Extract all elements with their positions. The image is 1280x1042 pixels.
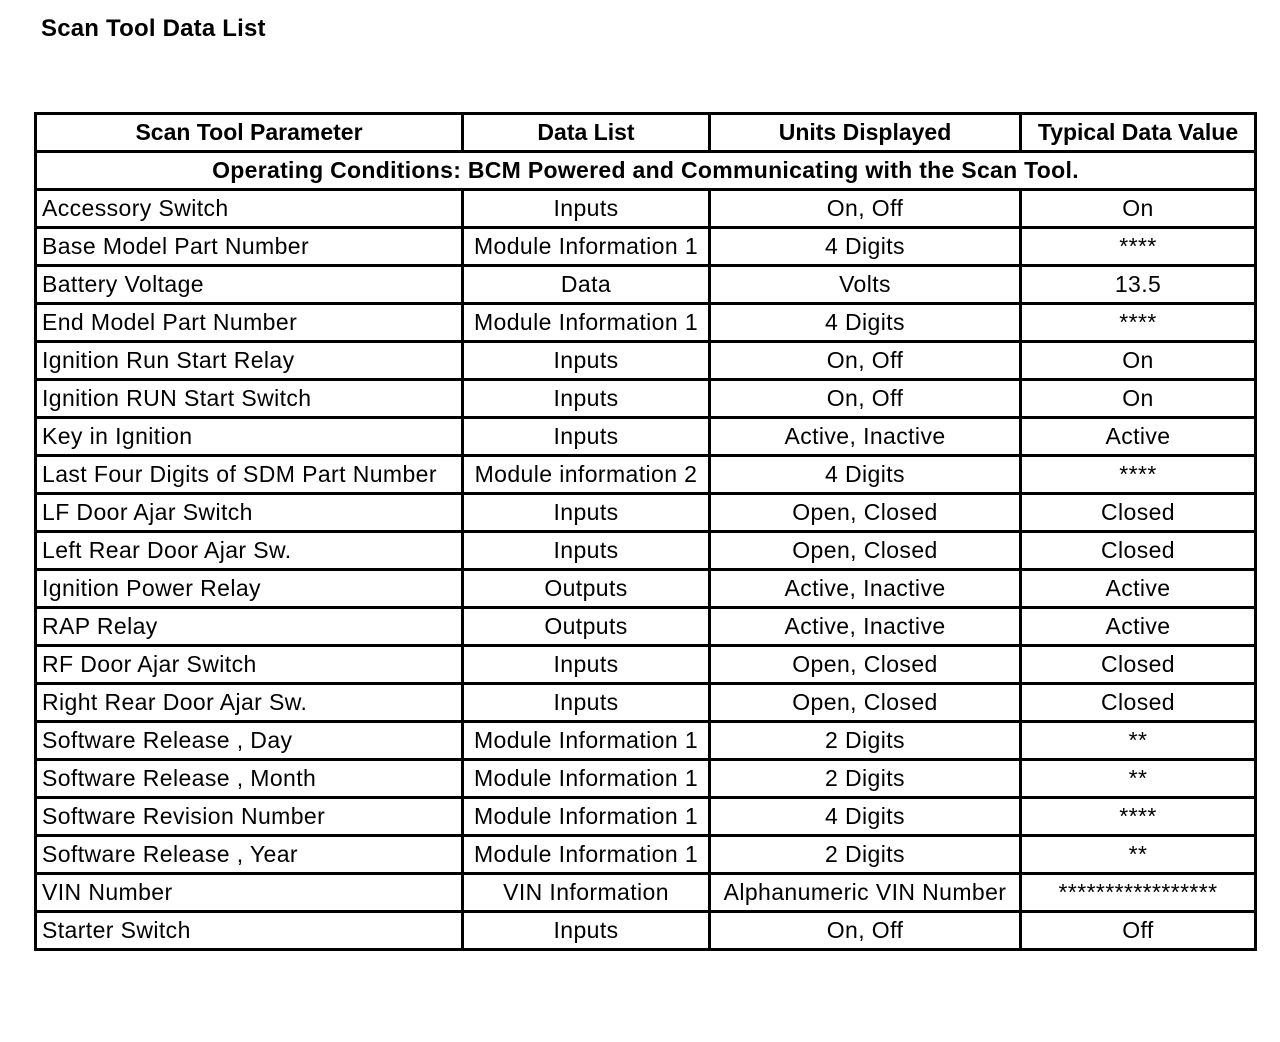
header-typical-data-value: Typical Data Value [1021, 114, 1256, 152]
cell-parameter: Ignition Run Start Relay [36, 342, 463, 380]
cell-parameter: Accessory Switch [36, 190, 463, 228]
cell-parameter: End Model Part Number [36, 304, 463, 342]
table-row [36, 228, 1256, 266]
cell-units-displayed: 4 Digits [710, 228, 1021, 266]
table-row [36, 266, 1256, 304]
cell-typical-data-value: **** [1021, 798, 1256, 836]
cell-data-list: Outputs [463, 570, 710, 608]
cell-parameter: Last Four Digits of SDM Part Number [36, 456, 463, 494]
cell-parameter: VIN Number [36, 874, 463, 912]
cell-typical-data-value: **** [1021, 456, 1256, 494]
cell-units-displayed: 4 Digits [710, 456, 1021, 494]
cell-data-list: Inputs [463, 418, 710, 456]
header-scan-tool-parameter: Scan Tool Parameter [36, 114, 463, 152]
cell-units-displayed: 2 Digits [710, 722, 1021, 760]
cell-units-displayed: Open, Closed [710, 532, 1021, 570]
cell-data-list: Inputs [463, 190, 710, 228]
cell-typical-data-value: Closed [1021, 684, 1256, 722]
table-row [36, 380, 1256, 418]
cell-data-list: Module information 2 [463, 456, 710, 494]
table-row [36, 494, 1256, 532]
cell-units-displayed: Active, Inactive [710, 570, 1021, 608]
cell-units-displayed: Open, Closed [710, 684, 1021, 722]
cell-parameter: Left Rear Door Ajar Sw. [36, 532, 463, 570]
operating-conditions-row [36, 152, 1256, 190]
cell-parameter: Ignition Power Relay [36, 570, 463, 608]
cell-units-displayed: Alphanumeric VIN Number [710, 874, 1021, 912]
header-row [36, 114, 1256, 152]
table-row [36, 798, 1256, 836]
cell-typical-data-value: Off [1021, 912, 1256, 950]
table-row [36, 874, 1256, 912]
cell-units-displayed: On, Off [710, 380, 1021, 418]
cell-parameter: Key in Ignition [36, 418, 463, 456]
cell-parameter: Software Release , Month [36, 760, 463, 798]
cell-parameter: Ignition RUN Start Switch [36, 380, 463, 418]
table-row [36, 760, 1256, 798]
cell-units-displayed: 2 Digits [710, 836, 1021, 874]
cell-parameter: Software Release , Year [36, 836, 463, 874]
cell-typical-data-value: ** [1021, 760, 1256, 798]
cell-data-list: Inputs [463, 646, 710, 684]
cell-typical-data-value: Active [1021, 570, 1256, 608]
cell-parameter: Battery Voltage [36, 266, 463, 304]
cell-data-list: Inputs [463, 912, 710, 950]
cell-data-list: Module Information 1 [463, 228, 710, 266]
cell-units-displayed: Active, Inactive [710, 418, 1021, 456]
table-row [36, 532, 1256, 570]
table-row [36, 608, 1256, 646]
cell-typical-data-value: On [1021, 190, 1256, 228]
cell-parameter: RAP Relay [36, 608, 463, 646]
cell-typical-data-value: ***************** [1021, 874, 1256, 912]
cell-typical-data-value: Closed [1021, 494, 1256, 532]
cell-data-list: Outputs [463, 608, 710, 646]
cell-data-list: Module Information 1 [463, 798, 710, 836]
header-data-list: Data List [463, 114, 710, 152]
cell-data-list: Inputs [463, 494, 710, 532]
cell-parameter: Software Revision Number [36, 798, 463, 836]
cell-units-displayed: Active, Inactive [710, 608, 1021, 646]
table-row [36, 836, 1256, 874]
cell-units-displayed: Volts [710, 266, 1021, 304]
cell-typical-data-value: Closed [1021, 532, 1256, 570]
cell-parameter: Right Rear Door Ajar Sw. [36, 684, 463, 722]
table-row [36, 570, 1256, 608]
cell-typical-data-value: On [1021, 342, 1256, 380]
cell-parameter: RF Door Ajar Switch [36, 646, 463, 684]
cell-data-list: Inputs [463, 380, 710, 418]
cell-data-list: Module Information 1 [463, 760, 710, 798]
cell-typical-data-value: 13.5 [1021, 266, 1256, 304]
cell-units-displayed: 4 Digits [710, 304, 1021, 342]
cell-units-displayed: 4 Digits [710, 798, 1021, 836]
cell-data-list: Inputs [463, 532, 710, 570]
cell-typical-data-value: **** [1021, 304, 1256, 342]
table-row [36, 456, 1256, 494]
cell-typical-data-value: Active [1021, 608, 1256, 646]
cell-typical-data-value: Closed [1021, 646, 1256, 684]
table-row [36, 190, 1256, 228]
header-units-displayed: Units Displayed [710, 114, 1021, 152]
cell-units-displayed: Open, Closed [710, 646, 1021, 684]
cell-units-displayed: Open, Closed [710, 494, 1021, 532]
table-row [36, 342, 1256, 380]
cell-data-list: Data [463, 266, 710, 304]
table-row [36, 646, 1256, 684]
cell-parameter: Starter Switch [36, 912, 463, 950]
cell-data-list: Module Information 1 [463, 836, 710, 874]
cell-data-list: Module Information 1 [463, 304, 710, 342]
cell-typical-data-value: Active [1021, 418, 1256, 456]
page-title: Scan Tool Data List [41, 15, 266, 42]
cell-data-list: Inputs [463, 684, 710, 722]
cell-typical-data-value: **** [1021, 228, 1256, 266]
cell-typical-data-value: On [1021, 380, 1256, 418]
cell-typical-data-value: ** [1021, 836, 1256, 874]
cell-units-displayed: 2 Digits [710, 760, 1021, 798]
table-row [36, 684, 1256, 722]
operating-conditions: Operating Conditions: BCM Powered and Communicating with the Scan Tool. [36, 152, 1256, 190]
table-row [36, 722, 1256, 760]
cell-typical-data-value: ** [1021, 722, 1256, 760]
cell-units-displayed: On, Off [710, 912, 1021, 950]
cell-data-list: Inputs [463, 342, 710, 380]
scan-tool-data-table [34, 112, 1257, 951]
cell-data-list: VIN Information [463, 874, 710, 912]
table-row [36, 304, 1256, 342]
cell-parameter: Base Model Part Number [36, 228, 463, 266]
cell-units-displayed: On, Off [710, 190, 1021, 228]
cell-parameter: LF Door Ajar Switch [36, 494, 463, 532]
table-row [36, 418, 1256, 456]
table-row [36, 912, 1256, 950]
cell-units-displayed: On, Off [710, 342, 1021, 380]
cell-parameter: Software Release , Day [36, 722, 463, 760]
cell-data-list: Module Information 1 [463, 722, 710, 760]
